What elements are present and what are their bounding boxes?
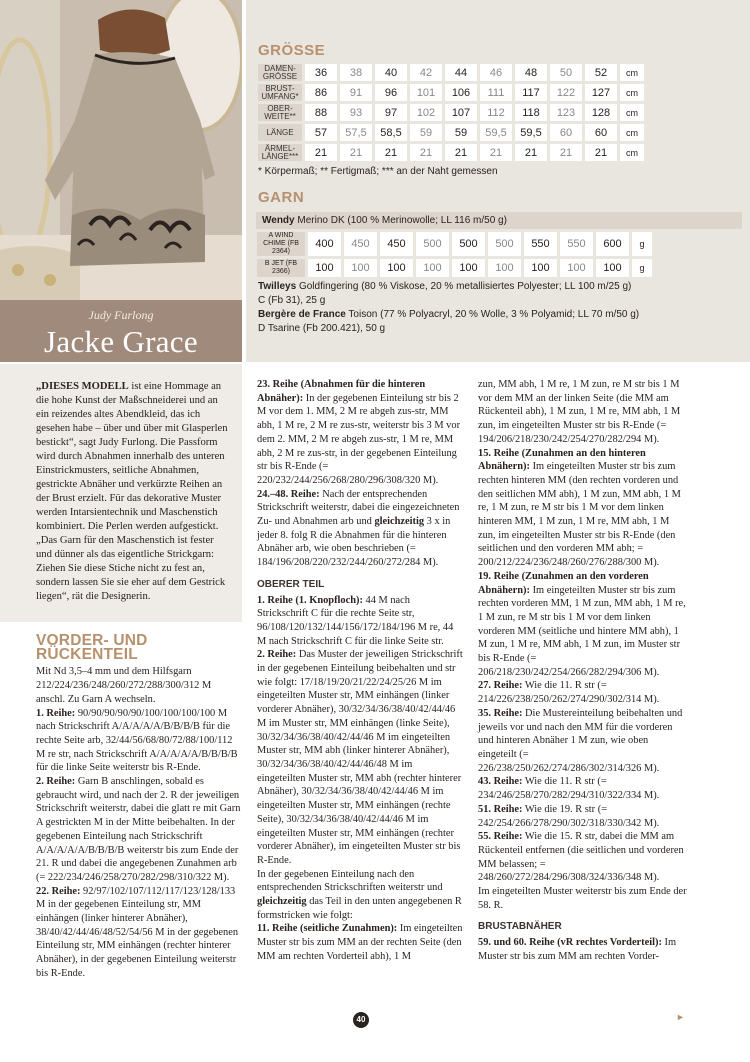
size-cell: 44 [445, 64, 477, 81]
size-row-label: ÄRMEL- LÄNGE*** [258, 144, 302, 161]
paragraph [36, 775, 242, 885]
size-cell: 118 [515, 104, 547, 121]
yarn-twilleys-desc: Goldfingering (80 % Viskose, 20 % metallisiertes Polyester; LL 100 m/25 g) [296, 281, 632, 292]
paragraph: Mit Nd 3,5–4 mm und dem Hilfsgarn 212/224/236/248/260/272/288/300/312 M anschl. Zu Garn A wechseln. [36, 666, 212, 705]
size-cell: 46 [480, 64, 512, 81]
paragraph [478, 447, 688, 570]
row-text: Im eingeteilten Muster str bis zum rechten vorderen MM, 1 M zun, MM abh, 1 M re, 1 M zun, re M str bis 1 M vor dem linken vorderen MM (seitliche und hintere MM abh), 1 M zun, 1 M re, MM abh, 1 M zun, im Muster str bis R-Ende (= 206/218/230/242/254/266/282/294/306 M). [478, 584, 686, 678]
size-cell: 42 [410, 64, 442, 81]
emphasis: gleichzeitig [257, 896, 307, 908]
title-box [0, 300, 242, 362]
yarn-wendy-desc: Merino DK (100 % Merinowolle; LL 116 m/50 g) [294, 215, 507, 226]
paragraph: zun, MM abh, 1 M re, 1 M zun, re M str bis 1 M vor dem MM an der linken Seite (die MM am Rückenteil abh), 1 M zun, 1 M re, MM abh, 1 M zun, im eingeteilten Muster str bis R-Ende (= 194/206/218/230/242/254/270/282/294 M). [478, 379, 681, 445]
yarn-twilleys-brand: Twilleys [258, 281, 297, 292]
yarn-cell: 600 [596, 232, 629, 256]
yarn-cell: 500 [488, 232, 521, 256]
paragraph [257, 922, 463, 963]
size-table [255, 61, 647, 164]
size-cell: 59 [445, 124, 477, 141]
paragraph [36, 707, 242, 776]
size-cell: 91 [340, 84, 372, 101]
row-label: 27. Reihe: [478, 680, 523, 692]
row-label: 55. Reihe: [478, 831, 523, 843]
yarn-cell: 550 [524, 232, 557, 256]
size-cell: 50 [550, 64, 582, 81]
yarn-cell: 500 [452, 232, 485, 256]
size-cell: 21 [585, 144, 617, 161]
paragraph [478, 570, 688, 680]
row-text: In der gegebenen Einteilung str bis 2 M vor dem 1. MM, 2 M re abgeh zus-str, MM abh, 1 M re, 2 M re zus-str, weiterstr bis 3 M vor dem 2. MM, 2 M re abgeh zus-str, 1 M re, MM abh, 2 M re zus-str, in der gegebenen Einteilung str bis R-Ende (= 220/232/244/256/268/280/296/308/320 M). [257, 392, 461, 486]
model-photo-illustration [0, 0, 242, 300]
yarn-cell: 100 [452, 259, 485, 277]
size-row [258, 84, 644, 101]
size-row-label: LÄNGE [258, 124, 302, 141]
paragraph [257, 648, 463, 867]
size-cell: 48 [515, 64, 547, 81]
size-unit: cm [620, 64, 644, 81]
size-cell: 97 [375, 104, 407, 121]
size-cell: 101 [410, 84, 442, 101]
info-panel [246, 0, 750, 362]
yarn-unit: g [632, 232, 652, 256]
size-cell: 21 [410, 144, 442, 161]
row-label: 1. Reihe (1. Knopfloch): [257, 594, 363, 606]
row-text: Das Muster der jeweiligen Strickschrift in der gegebenen Einteilung beibehalten und str wie folgt: 17/18/19/20/21/22/24/25/26 M im eingeteilten Muster str, MM einhängen (linker vorderer Abnäher), 30/32/34/36/38/40/42/44/46 M im Muster str, MM einhängen (linke Seite), 30/32/34/36/38/40/42/44/46 M im eingeteilten Muster str, MM abh (linker hinterer Abnäher), 30/32/34/36/38/40/42/44/46/48 M im eingeteilten Muster str, MM abh (rechter hinterer Abnäher), 30/32/34/36/38/40/42/44/46 M im eingeteilten Muster str, MM einhängen (rechte Seite), 30/32/34/36/38/40/42/44/46 M im eingeteilten Muster str, MM einhängen (rechter vorderer Abnäher), im eingeteilten Muster str bis R-Ende. [257, 649, 463, 866]
yarn-cell: 500 [416, 232, 449, 256]
size-row [258, 124, 644, 141]
yarn-cell: 100 [344, 259, 377, 277]
paragraph [478, 707, 688, 776]
size-cell: 122 [550, 84, 582, 101]
yarn-cell: 450 [344, 232, 377, 256]
yarn-bergere [258, 308, 750, 322]
yarn-twilleys [258, 280, 750, 294]
size-cell: 38 [340, 64, 372, 81]
row-label: 59. und 60. Reihe (vR rechtes Vorderteil): [478, 937, 662, 949]
intro-body: ist eine Hommage an die hohe Kunst der Maßschneiderei und an ein reizendes altes Abendkleid, das ich gesehen habe – über und über mit Glasperlen bestickt“, sagt Judy Furlong. Die Passform wird durch Abnahmen innerhalb des unteren Einstrickmusters, seitliche Abnahmen, gestrickte Abnäher und verkürzte Reihen an der Brust erzielt. Für das dekorative Muster werden Intarsientechnik und Maschenstich kombiniert. Die Perlen werden aufgestickt. „Das Garn für den Maschenstich ist fester und dünner als das eigentliche Strickgarn: Ziehen Sie diese Stiche nicht zu fest an, sondern lassen Sie sie eher auf dem Gestrick liegen“, rät die Designerin. [36, 381, 228, 602]
size-cell: 60 [585, 124, 617, 141]
row-text: Wie die 11. R str (= 214/226/238/250/262/274/290/302/314 M). [478, 680, 660, 706]
size-cell: 21 [515, 144, 547, 161]
size-cell: 96 [375, 84, 407, 101]
yarn-cell: 100 [524, 259, 557, 277]
row-text: Garn B anschlingen, sobald es gebraucht wird, und nach der 2. R der jeweiligen Strickschrift weiterstr, dabei die glatt re mit Garn A gestrickten M in der Mitte beibehalten. In der gegebenen Einteilung nach Strickschrift A/A/A/A/A/B/B/B/B weiterstr bis zum Ende der 21. R und dabei die angegebenen Zunahmen arb (= 222/234/246/258/270/282/298/310/322 M). [36, 776, 241, 883]
paragraph [257, 594, 463, 649]
size-cell: 58,5 [375, 124, 407, 141]
yarn-c-line: C (Fb 31), 25 g [258, 295, 326, 306]
paragraph: Im eingeteilten Muster weiterstr bis zum Ende der 58. R. [478, 886, 687, 911]
section-heading-vorder-rueckenteil: VORDER- UND RÜCKENTEIL [36, 632, 148, 663]
size-unit: cm [620, 104, 644, 121]
row-text: Wie die 11. R str (= 234/246/258/270/282/294/310/322/334 M). [478, 776, 660, 802]
row-label: 22. Reihe: [36, 885, 81, 897]
size-cell: 123 [550, 104, 582, 121]
row-text: Wie die 15. R str, dabei die MM am Rückenteil entfernen (die seitlichen und vorderen MM belassen; = 248/260/272/284/296/308/324/336/348 M). [478, 831, 684, 884]
size-cell: 57 [305, 124, 337, 141]
yarn-cell: 100 [380, 259, 413, 277]
size-row [258, 64, 644, 81]
size-unit: cm [620, 84, 644, 101]
intro-text [36, 380, 232, 604]
page-number: 40 [353, 1012, 369, 1028]
yarn-cell: 400 [308, 232, 341, 256]
intro-box [0, 364, 242, 622]
row-label: 2. Reihe: [36, 776, 76, 788]
yarn-wendy-brand: Wendy [262, 215, 295, 226]
size-cell: 117 [515, 84, 547, 101]
paragraph [257, 378, 463, 488]
size-heading: GRÖSSE [258, 42, 326, 59]
row-text: In der gegebenen Einteilung nach den entsprechenden Strickschriften weiterstr und [257, 868, 443, 894]
paragraph [478, 936, 688, 963]
size-cell: 59,5 [515, 124, 547, 141]
yarn-d-line: D Tsarine (Fb 200.421), 50 g [258, 323, 386, 334]
yarn-unit: g [632, 259, 652, 277]
row-text: Im Muster str bis zum MM am rechten Vorder- [478, 937, 677, 962]
row-label: 23. Reihe (Abnahmen für die hinteren Abnäher): [257, 379, 426, 404]
paragraph [36, 885, 242, 981]
yarn-row-label: B JET (FB 2366) [257, 259, 305, 277]
yarn-wendy-bar [256, 212, 742, 229]
size-row-label: BRUST- UMFANG* [258, 84, 302, 101]
row-text: das Teil in den unten angegebenen R formstricken wie folgt: [257, 896, 462, 921]
size-cell: 60 [550, 124, 582, 141]
size-cell: 21 [305, 144, 337, 161]
row-label: 43. Reihe: [478, 776, 523, 788]
pattern-title: Jacke Grace [44, 324, 198, 359]
row-text: 92/97/102/107/112/117/123/128/133 M in der gegebenen Einteilung str, MM einhängen (linker hinterer Abnäher), 38/40/42/44/46/48/52/54/56 M in der gegebenen Einteilung str, MM einhängen (rechter hinterer Abnäher), in der gegebenen Einteilung weiterstr bis R-Ende. [36, 885, 239, 979]
column-2 [257, 378, 463, 964]
yarn-cell: 100 [308, 259, 341, 277]
size-row-label: DAMEN- GRÖSSE [258, 64, 302, 81]
yarn-table [254, 229, 655, 280]
yarn-row-label: A WIND CHIME (FB 2364) [257, 232, 305, 256]
paragraph [478, 803, 688, 830]
row-label: 19. Reihe (Zunahmen an den vorderen Abnähern): [478, 570, 649, 596]
yarn-heading: GARN [258, 189, 305, 206]
model-photo [0, 0, 242, 300]
yarn-row [257, 232, 652, 256]
yarn-cell: 450 [380, 232, 413, 256]
yarn-cell: 100 [416, 259, 449, 277]
paragraph [478, 679, 688, 706]
paragraph [257, 488, 463, 570]
size-cell: 21 [375, 144, 407, 161]
size-cell: 93 [340, 104, 372, 121]
size-cell: 57,5 [340, 124, 372, 141]
row-label: 2. Reihe: [257, 649, 297, 661]
row-label: 15. Reihe (Zunahmen an den hinteren Abnähern): [478, 447, 646, 473]
yarn-cell: 100 [560, 259, 593, 277]
size-row-label: OBER- WEITE** [258, 104, 302, 121]
row-text: Nach der entsprechenden Strickschrift weiterstr, dabei die eingezeichneten Zu- und Abnahmen arb und [257, 488, 460, 528]
yarn-cell: 100 [488, 259, 521, 277]
row-text: 44 M nach Strickschrift C für die rechte Seite str, 96/108/120/132/144/156/172/184/196 M re, 44 M nach Strickschrift C für die linke Seite str. [257, 594, 454, 647]
size-cell: 21 [480, 144, 512, 161]
size-footnote: * Körpermaß; ** Fertigmaß; *** an der Naht gemessen [258, 166, 498, 177]
size-cell: 86 [305, 84, 337, 101]
yarn-cell: 550 [560, 232, 593, 256]
author-name: Judy Furlong [88, 308, 154, 322]
row-text: Wie die 19. R str (= 242/254/266/278/290/302/318/330/342 M). [478, 803, 660, 829]
size-cell: 21 [340, 144, 372, 161]
size-cell: 59 [410, 124, 442, 141]
size-row [258, 144, 644, 161]
row-label: 1. Reihe: [36, 707, 76, 719]
yarn-bergere-brand: Bergère de France [258, 309, 346, 320]
size-cell: 88 [305, 104, 337, 121]
column-1 [36, 634, 242, 981]
paragraph [478, 830, 688, 885]
size-cell: 111 [480, 84, 512, 101]
size-cell: 59,5 [480, 124, 512, 141]
size-cell: 128 [585, 104, 617, 121]
size-cell: 127 [585, 84, 617, 101]
size-cell: 21 [445, 144, 477, 161]
section-heading-oberer-teil: OBERER TEIL [257, 578, 325, 590]
section-heading-brustabnaeher: BRUSTABNÄHER [478, 921, 562, 933]
size-cell: 36 [305, 64, 337, 81]
row-text: 3 x in jeder 8. folg R die Abnahmen für die hinteren Abnäher arb, wie oben beschrieben (= 184/196/208/220/232/244/260/272/284 M). [257, 516, 451, 569]
column-3 [478, 378, 688, 964]
row-text: Im eingeteilten Muster str bis zum rechten hinteren MM (den rechten vorderen und den seitlichen MM abh), 1 M zun, MM abh, 1 M re, 1 M zun, re M str bis 1 M vor dem linken hinteren MM, 1 M zun, 1 M re, MM abh, 1 M zun, im eingeteilten Muster str bis R-Ende (den seitlichen und den vorderen MM abh; = 200/212/224/236/248/260/276/288/300 M). [478, 461, 681, 569]
size-cell: 102 [410, 104, 442, 121]
intro-lead: „DIESES MODELL [36, 381, 129, 392]
size-unit: cm [620, 124, 644, 141]
row-label: 35. Reihe: [478, 707, 523, 719]
size-row [258, 104, 644, 121]
row-label: 24.–48. Reihe: [257, 488, 320, 500]
yarn-bergere-desc: Toison (77 % Polyacryl, 20 % Wolle, 3 % Polyamid; LL 70 m/50 g) [345, 309, 640, 320]
size-cell: 107 [445, 104, 477, 121]
yarn-cell: 100 [596, 259, 629, 277]
row-label: 51. Reihe: [478, 803, 523, 815]
size-cell: 106 [445, 84, 477, 101]
paragraph [257, 868, 463, 923]
size-unit: cm [620, 144, 644, 161]
row-text: Die Mustereinteilung beibehalten und jeweils vor und nach den MM für die vorderen und hinteren Abnäher 1 M zun, wie oben eingeteilt (= 226/238/250/262/274/286/302/314/326 M). [478, 707, 683, 774]
size-cell: 52 [585, 64, 617, 81]
size-cell: 40 [375, 64, 407, 81]
emphasis: gleichzeitig [374, 516, 425, 528]
paragraph [478, 775, 688, 802]
size-cell: 112 [480, 104, 512, 121]
size-cell: 21 [550, 144, 582, 161]
row-text: Im eingeteilten Muster str bis zum MM an der rechten Seite (den MM am rechten Vorderteil abh), 1 M [257, 923, 463, 962]
row-text: 90/90/90/90/90/100/100/100/100 M nach Strickschrift A/A/A/A/A/B/B/B/B für die rechte Seite arb, 32/44/56/68/80/72/88/100/112 M re str, nach Strickschrift A/A/A/A/A/B/B/B/B für die linke Seite weiterstr bis R-Ende. [36, 707, 238, 774]
continue-arrow-icon: ► [676, 1012, 685, 1022]
row-label: 11. Reihe (seitliche Zunahmen): [257, 923, 398, 935]
yarn-row [257, 259, 652, 277]
